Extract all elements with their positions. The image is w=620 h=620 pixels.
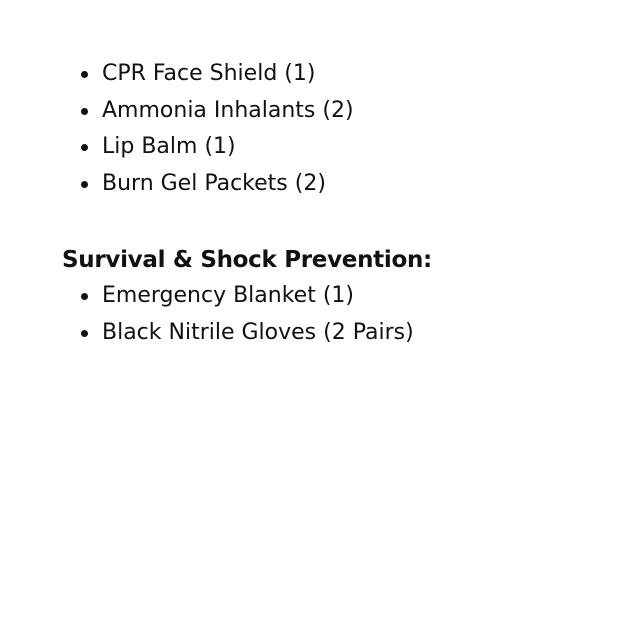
document-content <box>62 56 602 351</box>
bullet-icon <box>81 330 88 337</box>
list-item-label: Burn Gel Packets (2) <box>102 170 326 196</box>
list-item-label: Black Nitrile Gloves (2 Pairs) <box>102 319 414 345</box>
list-item-burn-gel-packets <box>62 166 602 203</box>
list-item-label: Lip Balm (1) <box>102 134 236 159</box>
bullet-icon <box>81 108 88 115</box>
bullet-icon <box>81 293 88 300</box>
list-item-label: Ammonia Inhalants (2) <box>102 97 354 123</box>
bullet-icon <box>81 181 88 188</box>
list-item-cpr-face-shield <box>62 56 602 93</box>
list-item-label: Emergency Blanket (1) <box>102 283 354 308</box>
list-item-emergency-blanket <box>62 278 602 315</box>
list-item-label: CPR Face Shield (1) <box>102 61 316 86</box>
section-heading-survival: Survival & Shock Prevention: <box>62 247 432 273</box>
supply-list-survival <box>62 278 602 351</box>
bullet-icon <box>81 144 88 151</box>
list-item-lip-balm <box>62 129 602 166</box>
supply-list-top <box>62 56 602 202</box>
list-item-nitrile-gloves <box>62 315 602 352</box>
bullet-icon <box>81 71 88 78</box>
list-item-ammonia-inhalants <box>62 93 602 130</box>
